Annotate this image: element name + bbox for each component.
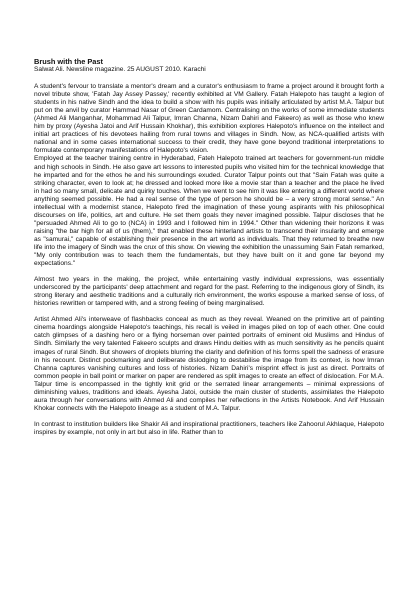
article-paragraph: Employed at the teacher training centre in Hyderabad, Fateh Halepoto trained art teachers for government-run middle and high schools in Sindh. He also gave art lessons to interested pupils who visited him for the technical knowledge that he imparted and for the ethos he and his surroundings exuded. Curator Talpur points out that "Sain Fatah was quite a striking character, even to look at; he dressed and looked more like a movie star than a teacher and the place he lived in had so many small, delicate and quirky touches. When we went to see him it was like entering a different world where anything seemed possible. He had a real sense of the type of person he should be – a very strong moral sense." An intellectual with a modernist stance, Halepoto fired the imagination of these young aspirants with his philosophical discourses on life, politics, art and culture. He set them goals they never imagined possible. Talpur discloses that he "persuaded Ahmed Ali to go to (NCA) in 1993 and I followed him in 1994." Other than widening their horizons it was raising "the bar high for all of us (them)," that enabled these hinterland artists to transcend their insularity and emerge as "samurai," capable of establishing their presence in the art world as individuals. That they returned to breathe new life into the imagery of Sindh was the crux of this show. On viewing the exhibition the unassuming Sain Fatah remarked, "My only contribution was to teach them the fundamentals, but they have built on it and gone far beyond my expectations." (34, 155, 384, 268)
article-title: Brush with the Past (34, 57, 103, 66)
article (34, 57, 384, 437)
article-byline: Salwat Ali. Newsline magazine. 25 AUGUST 2010. Karachi (34, 66, 206, 73)
article-paragraph: Artist Ahmed Ali's interweave of flashbacks conceal as much as they reveal. Weaned on the primitive art of painting cinema hoardings alongside Halepoto's teachings, his recall is veiled in images piled on top of each other. One could catch glimpses of a dashing hero or a flying horseman over painted portraits of eminent old Muslims and Hindus of Sindh. Similarly the very talented Fakeero sculpts and draws Hindu deities with as much sensitivity as he pencils quaint images of rural Sindh. But showers of droplets blurring the clarity and definition of his forms spell the sadness of erasure in his recount. Distinct pockmarking and deliberate dislodging to destabilise the image from its context, is how Imran Channa captures vanishing cultures and loss of histories. Nizam Dahiri's misprint effect is just as direct. Portraits of common people in ball point or marker on paper are rendered as split images to create an effect of dislocation. For M.A. Talpur time is encompassed in the tightly knit grid or the serrated linear arrangements – minimal expressions of diminishing values, traditions and ideals. Ayesha Jatoi, outside the main cluster of students, assimilates the Halepoto aura through her conversations with Ahmed Ali and compiles her reflections in the Artists Notebook. And Arif Hussain Khokar connects with the Halepoto lineage as a student of M.A. Talpur. (34, 316, 385, 412)
article-paragraph: Almost two years in the making, the project, while entertaining vastly individual expressions, was essentially underscored by the participants' deep attachment and regard for the past. Referring to the indigenous glory of Sindh, its strong literary and aesthetic traditions and a culturally rich environment, the works espouse a marked sense of loss, of histories rewritten or tampered with, and a strong feeling of being marginalised. (34, 276, 384, 308)
article-paragraph: A student's fervour to translate a mentor's dream and a curator's enthusiasm to frame a project around it brought forth a novel tribute show, 'Fatah Jay Assey Passey,' recently exhibited at VM Gallery. Fatah Halepoto has taught a legion of students in his native Sindh and the idea to build a show with his pupils was initially articulated by artist M.A. Talpur but put on the anvil by curator Hammad Nasar of Green Cardamom. Centralising on the works of some immediate students (Ahmed Ali Manganhar, Mohammad Ali Talpur, Imran Channa, Nizam Dahiri and Fakeero) as well as those who knew him by proxy (Ayesha Jatoi and Arif Hussain Khokhar), this exhibition explores Halepoto's influence on the intellect and initial art practices of his devotees hailing from rural towns and villages in Sindh. Now, as NCA-qualified artists with national and in some cases international success to their credit, they have gone beyond traditional interpretations to formulate contemporary manifestations of Halepoto's vision. (34, 83, 384, 155)
article-paragraph: In contrast to institution builders like Shakir Ali and inspirational practitioners, teachers like Zahoorul Akhlaque, Halepoto inspires by example, not only in art but also in life. Rather than to (34, 420, 384, 436)
